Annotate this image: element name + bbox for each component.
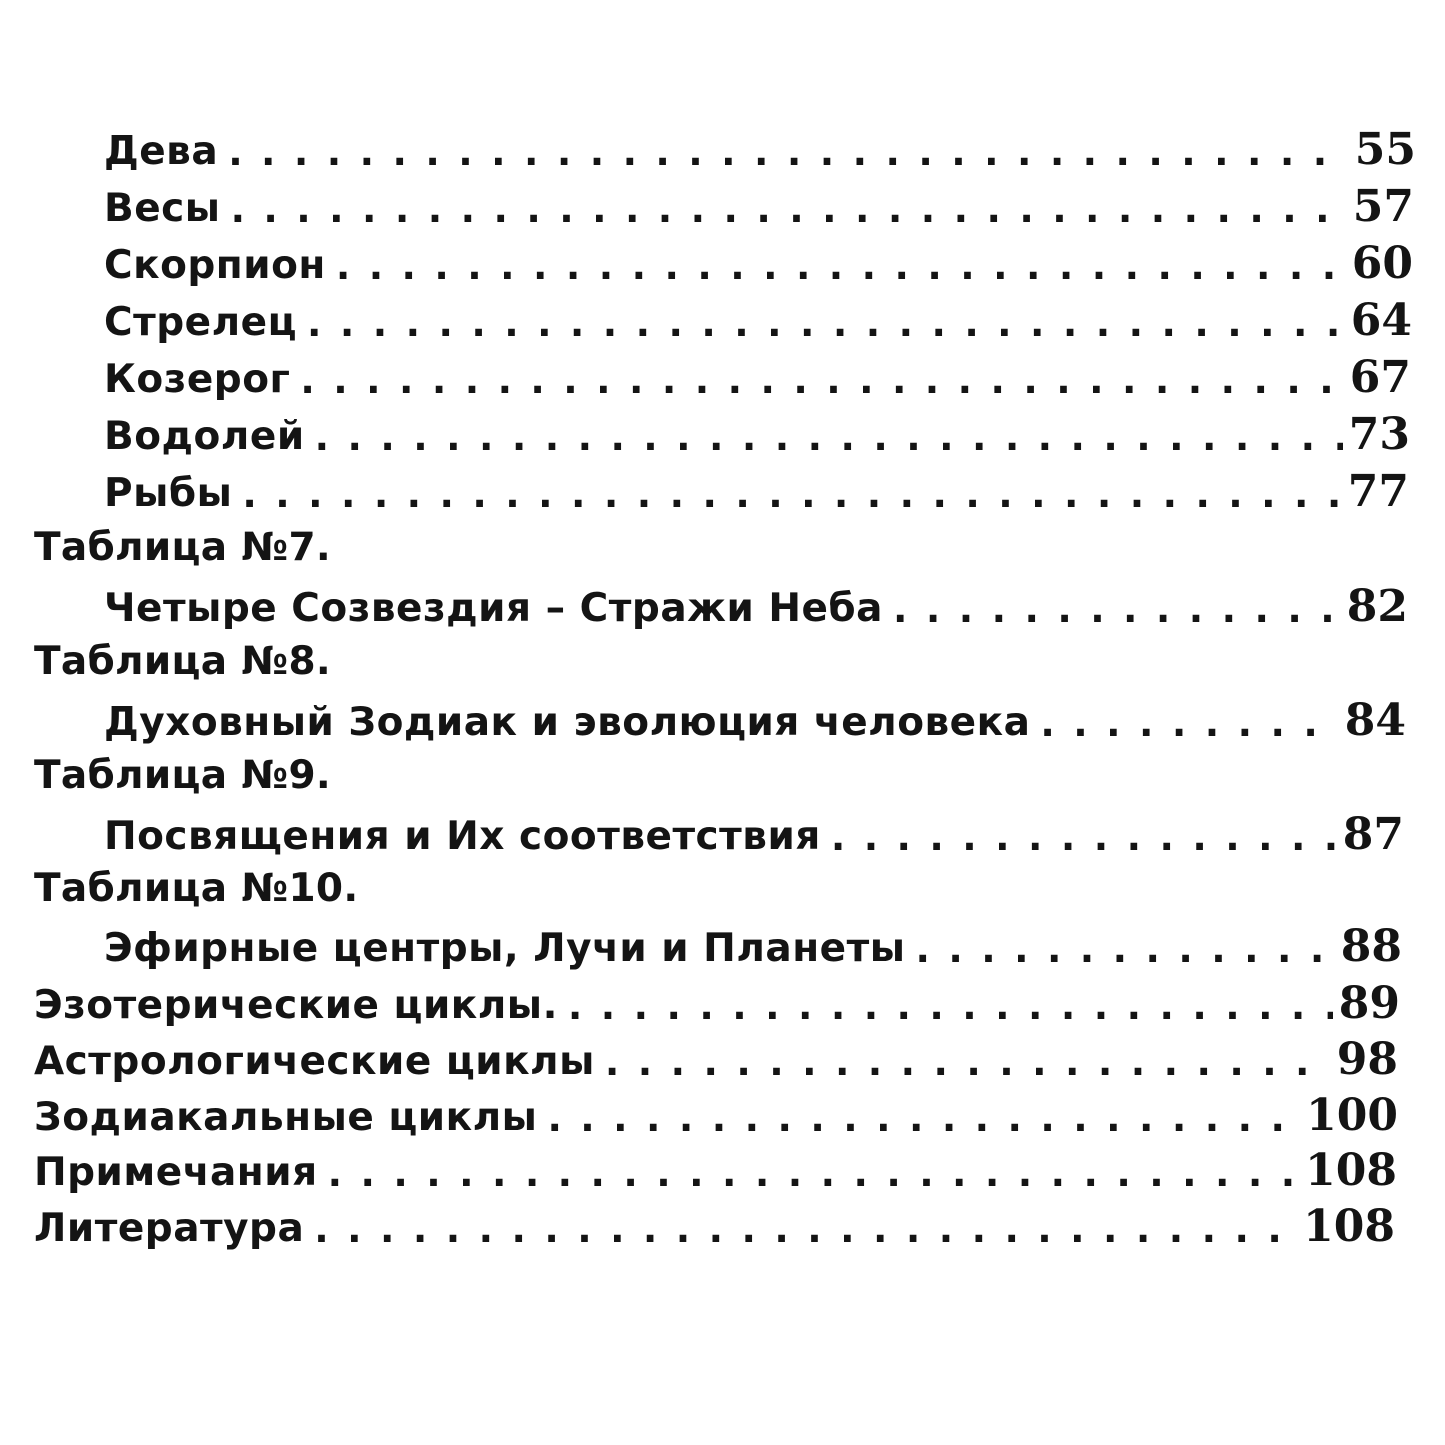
toc-entry-page: 73 [1348, 409, 1410, 460]
toc-entry-kozerog[interactable] [104, 354, 1411, 402]
dot-leader [893, 587, 1341, 631]
toc-entry-page: 108 [1303, 1201, 1395, 1252]
toc-entry-page: 89 [1338, 978, 1400, 1029]
dot-leader [568, 984, 1333, 1028]
dot-leader [307, 301, 1345, 345]
toc-entry-zodiacal-cycles[interactable] [34, 1092, 1398, 1140]
toc-entry-title: Весы [104, 186, 221, 231]
dot-leader [831, 815, 1337, 859]
toc-entry-page: 82 [1346, 581, 1408, 632]
toc-entry-title: Рыбы [104, 471, 233, 516]
toc-entry-notes[interactable] [34, 1147, 1397, 1195]
toc-entry-page: 57 [1352, 181, 1414, 232]
toc-entry-title: Примечания [34, 1150, 318, 1195]
toc-entry-literature[interactable] [34, 1203, 1395, 1251]
dot-leader [228, 130, 1349, 174]
toc-entry-title: Духовный Зодиак и эволюция человека [104, 700, 1031, 745]
dot-leader [300, 358, 1343, 402]
dot-leader [915, 927, 1334, 971]
toc-entry-title: Водолей [104, 414, 305, 459]
toc-entry-title: Эфирные центры, Лучи и Планеты [104, 926, 906, 971]
toc-entry-page: 87 [1342, 809, 1404, 860]
toc-heading-table-10 [34, 867, 368, 911]
dot-leader [336, 244, 1346, 288]
toc-entry-esoteric-cycles[interactable] [34, 980, 1400, 1028]
toc-entry-title: Козерог [104, 357, 291, 402]
toc-entry-initiations[interactable] [104, 811, 1404, 859]
toc-entry-title: Скорпион [104, 243, 326, 288]
toc-entry-page: 108 [1305, 1145, 1397, 1196]
toc-heading-table-9 [34, 754, 341, 798]
toc-entry-title: Астрологические циклы [34, 1039, 595, 1084]
toc-entry-title: Посвящения и Их соответствия [104, 814, 821, 859]
dot-leader [1040, 701, 1338, 745]
dot-leader [314, 1207, 1297, 1251]
toc-entry-skorpion[interactable] [104, 240, 1413, 288]
toc-entry-title: Зодиакальные циклы [34, 1095, 538, 1140]
toc-heading-title: Таблица №7. [34, 525, 332, 570]
toc-entry-page: 100 [1306, 1090, 1398, 1141]
toc-entry-ryby[interactable] [104, 468, 1409, 516]
toc-heading-title: Таблица №8. [34, 639, 332, 684]
toc-entry-page: 98 [1336, 1034, 1398, 1085]
toc-heading-title: Таблица №10. [34, 866, 359, 911]
dot-leader [231, 187, 1347, 231]
dot-leader [315, 415, 1343, 459]
toc-entry-title: Четыре Созвездия – Стражи Неба [104, 586, 883, 631]
dot-leader [242, 472, 1341, 516]
toc-entry-title: Стрелец [104, 300, 298, 345]
toc-heading-title: Таблица №9. [34, 753, 332, 798]
toc-entry-page: 77 [1347, 466, 1409, 517]
toc-entry-deva[interactable] [104, 126, 1416, 174]
toc-entry-page: 88 [1340, 921, 1402, 972]
dot-leader [328, 1151, 1300, 1195]
toc-entry-page: 60 [1351, 238, 1413, 289]
toc-entry-vesy[interactable] [104, 183, 1414, 231]
dot-leader [547, 1096, 1300, 1140]
toc-entry-page: 84 [1344, 695, 1406, 746]
toc-entry-four-constellations[interactable] [104, 583, 1408, 631]
toc-heading-table-7 [34, 526, 341, 570]
toc-entry-title: Дева [104, 129, 219, 174]
toc-entry-spiritual-zodiac[interactable] [104, 697, 1406, 745]
toc-entry-vodoley[interactable] [104, 411, 1410, 459]
toc-entry-strelets[interactable] [104, 297, 1412, 345]
toc-entry-title: Эзотерические циклы. [34, 983, 558, 1028]
toc-heading-table-8 [34, 640, 341, 684]
toc-entry-page: 64 [1350, 295, 1412, 346]
toc-entry-astrological-cycles[interactable] [34, 1036, 1398, 1084]
toc-entry-title: Литература [34, 1206, 305, 1251]
toc-entry-etheric-centers[interactable] [104, 923, 1402, 971]
dot-leader [605, 1040, 1331, 1084]
toc-entry-page: 67 [1349, 352, 1411, 403]
toc-entry-page: 55 [1354, 124, 1416, 175]
